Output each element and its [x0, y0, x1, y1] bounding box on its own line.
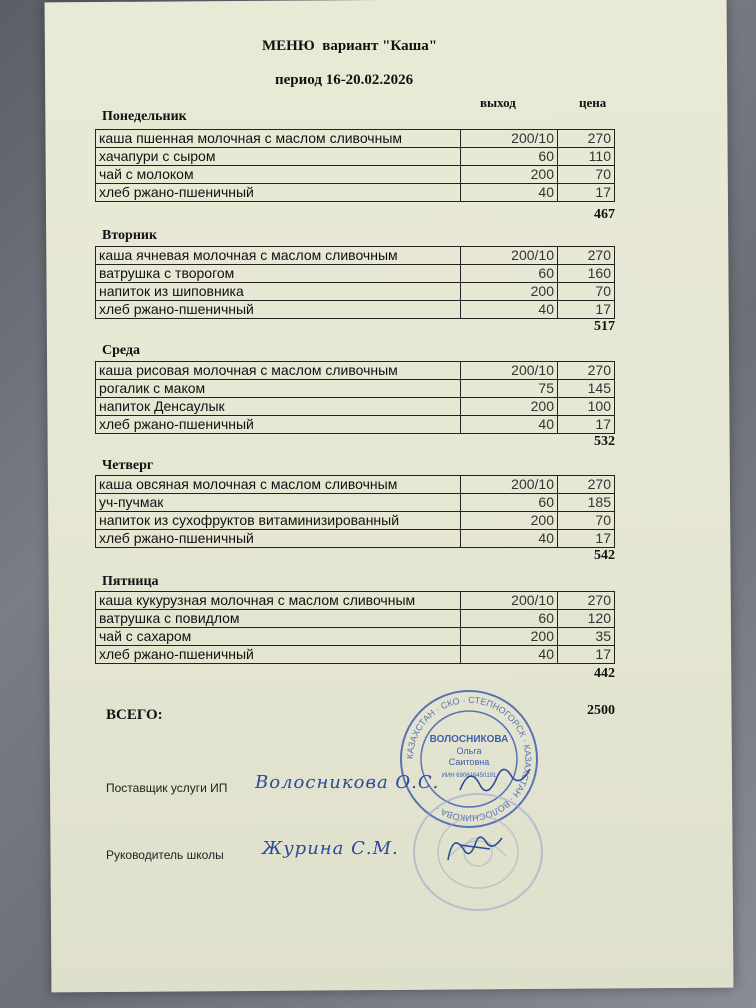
director-label: Руководитель школы: [106, 848, 224, 862]
dish-name: напиток Денсаулык: [96, 398, 461, 416]
table-row: [96, 380, 615, 398]
table-row: [96, 530, 615, 548]
grand-total-value: 2500: [587, 703, 615, 718]
seal-first-name: Ольга: [456, 746, 482, 756]
dish-price: 35: [558, 628, 615, 646]
dish-name: хачапури с сыром: [96, 148, 461, 166]
menu-table-friday: [95, 591, 615, 664]
dish-price: 270: [558, 130, 615, 148]
day-heading-monday: Понедельник: [102, 109, 187, 124]
table-row: [96, 265, 615, 283]
dish-price: 70: [558, 166, 615, 184]
day-total-thursday: 542: [594, 548, 615, 563]
menu-table-wednesday: [95, 361, 615, 434]
dish-name: каша рисовая молочная с маслом сливочным: [96, 362, 461, 380]
table-row: [96, 247, 615, 265]
table-row: [96, 628, 615, 646]
dish-price: 17: [558, 530, 615, 548]
menu-period: период 16-20.02.2026: [275, 72, 414, 88]
dish-name: каша кукурузная молочная с маслом сливочным: [96, 592, 461, 610]
dish-output: 40: [461, 184, 558, 202]
dish-output: 60: [461, 265, 558, 283]
table-row: [96, 610, 615, 628]
table-row: [96, 166, 615, 184]
day-total-tuesday: 517: [594, 319, 615, 334]
supplier-signature: Волосникова О.С.: [255, 772, 440, 793]
table-row: [96, 494, 615, 512]
dish-price: 185: [558, 494, 615, 512]
table-row: [96, 646, 615, 664]
table-row: [96, 130, 615, 148]
dish-name: каша пшенная молочная с маслом сливочным: [96, 130, 461, 148]
grand-total-label: ВСЕГО:: [106, 707, 163, 723]
table-row: [96, 148, 615, 166]
dish-price: 120: [558, 610, 615, 628]
dish-output: 200/10: [461, 130, 558, 148]
table-row: [96, 416, 615, 434]
dish-output: 200: [461, 283, 558, 301]
dish-output: 200: [461, 628, 558, 646]
dish-output: 200/10: [461, 247, 558, 265]
day-heading-friday: Пятница: [102, 574, 159, 589]
dish-price: 70: [558, 512, 615, 530]
menu-table-tuesday: [95, 246, 615, 319]
dish-price: 17: [558, 416, 615, 434]
director-signature-scribble: [440, 825, 510, 870]
director-signature: Журина С.М.: [262, 838, 399, 859]
seal-middle-name: Саитовна: [448, 757, 490, 767]
dish-name: хлеб ржано-пшеничный: [96, 184, 461, 202]
dish-price: 160: [558, 265, 615, 283]
dish-output: 200: [461, 398, 558, 416]
dish-price: 70: [558, 283, 615, 301]
dish-name: хлеб ржано-пшеничный: [96, 646, 461, 664]
dish-price: 270: [558, 476, 615, 494]
dish-price: 17: [558, 184, 615, 202]
dish-name: хлеб ржано-пшеничный: [96, 301, 461, 319]
supplier-signature-scribble: [455, 760, 535, 800]
dish-price: 270: [558, 247, 615, 265]
dish-output: 40: [461, 530, 558, 548]
table-row: [96, 398, 615, 416]
supplier-label: Поставщик услуги ИП: [106, 781, 228, 795]
dish-output: 40: [461, 416, 558, 434]
dish-name: хлеб ржано-пшеничный: [96, 530, 461, 548]
dish-price: 110: [558, 148, 615, 166]
seal-iin: ИИН 690616450191: [441, 773, 497, 779]
day-heading-thursday: Четверг: [102, 458, 154, 473]
day-heading-wednesday: Среда: [102, 343, 141, 358]
menu-table-thursday: [95, 475, 615, 548]
dish-output: 200/10: [461, 592, 558, 610]
dish-price: 270: [558, 592, 615, 610]
dish-output: 200: [461, 166, 558, 184]
dish-output: 60: [461, 610, 558, 628]
dish-name: уч-пучмак: [96, 494, 461, 512]
column-header-price: цена: [579, 95, 607, 110]
dish-output: 40: [461, 301, 558, 319]
dish-price: 145: [558, 380, 615, 398]
day-heading-tuesday: Вторник: [102, 228, 158, 243]
day-total-wednesday: 532: [594, 434, 615, 449]
table-row: [96, 362, 615, 380]
dish-name: чай с молоком: [96, 166, 461, 184]
dish-price: 100: [558, 398, 615, 416]
dish-output: 60: [461, 494, 558, 512]
dish-output: 200/10: [461, 362, 558, 380]
table-row: [96, 184, 615, 202]
dish-name: ватрушка с творогом: [96, 265, 461, 283]
dish-output: 200: [461, 512, 558, 530]
dish-name: хлеб ржано-пшеничный: [96, 416, 461, 434]
seal-name: ВОЛОСНИКОВА: [429, 734, 509, 745]
dish-price: 17: [558, 301, 615, 319]
dish-name: рогалик с маком: [96, 380, 461, 398]
day-total-friday: 442: [594, 666, 615, 681]
dish-output: 40: [461, 646, 558, 664]
dish-price: 270: [558, 362, 615, 380]
table-row: [96, 512, 615, 530]
table-row: [96, 301, 615, 319]
table-row: [96, 283, 615, 301]
menu-title: МЕНЮ вариант "Каша": [262, 38, 438, 54]
dish-name: каша ячневая молочная с маслом сливочным: [96, 247, 461, 265]
dish-output: 200/10: [461, 476, 558, 494]
day-total-monday: 467: [594, 207, 615, 222]
dish-name: каша овсяная молочная с маслом сливочным: [96, 476, 461, 494]
column-header-output: выход: [480, 95, 516, 110]
table-row: [96, 592, 615, 610]
dish-price: 17: [558, 646, 615, 664]
dish-name: напиток из сухофруктов витаминизированный: [96, 512, 461, 530]
seal-ring-text: КАЗАХСТАН · СКО · СТЕПНОГОРСК · КАЗАХСТАН · ВОЛОСНИКОВА ·: [404, 694, 534, 824]
dish-output: 75: [461, 380, 558, 398]
dish-name: чай с сахаром: [96, 628, 461, 646]
table-row: [96, 476, 615, 494]
menu-table-monday: [95, 129, 615, 202]
dish-name: напиток из шиповника: [96, 283, 461, 301]
dish-output: 60: [461, 148, 558, 166]
dish-name: ватрушка с повидлом: [96, 610, 461, 628]
